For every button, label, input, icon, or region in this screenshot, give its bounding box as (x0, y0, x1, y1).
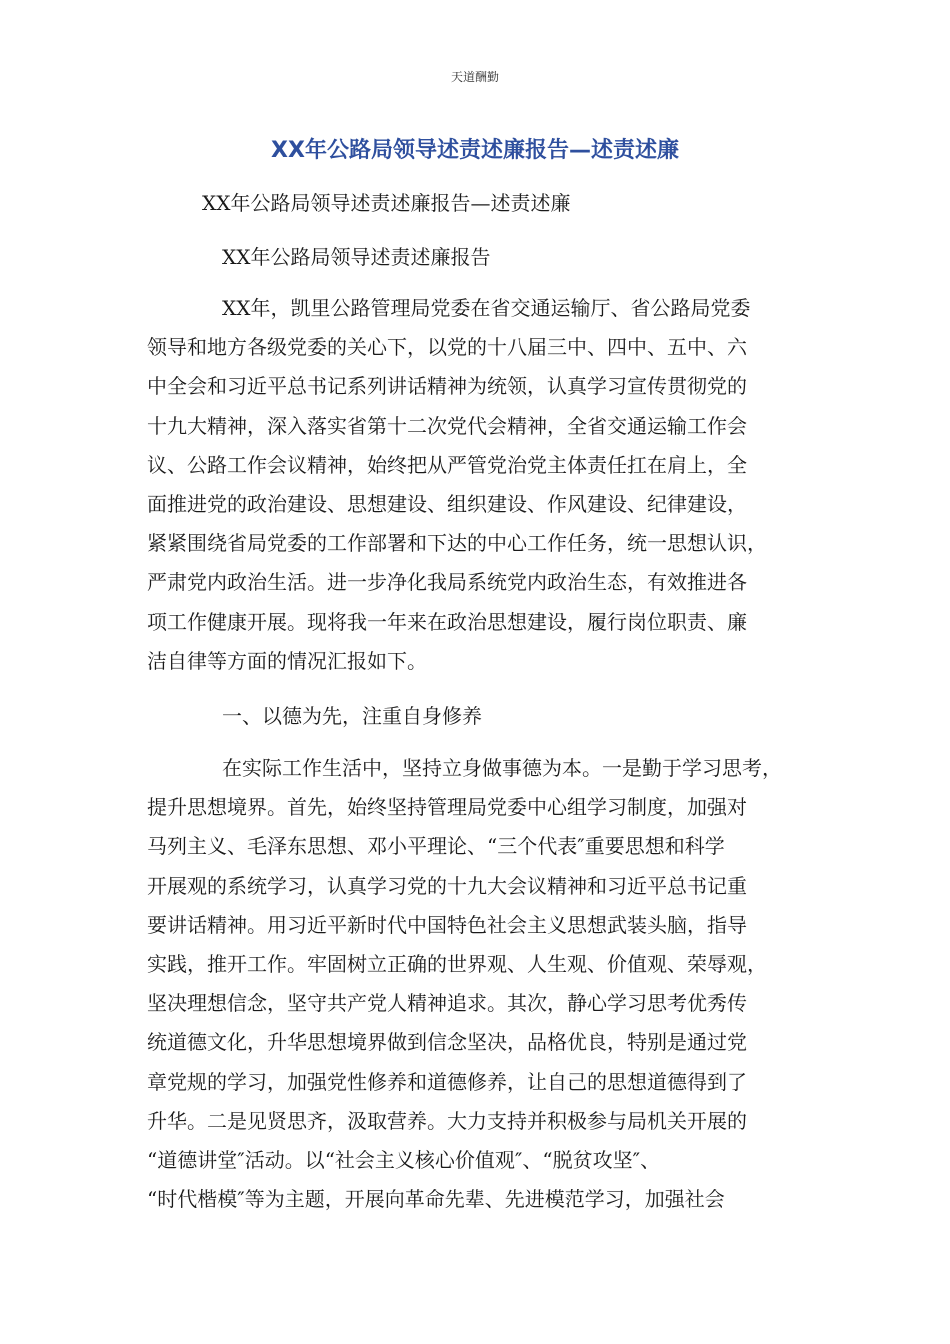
subtitle-2: XX年公路局领导述责述廉报告 (222, 245, 491, 269)
paragraph-line: XX年，凯里公路管理局党委在省交通运输厅、省公路局党委 (222, 296, 751, 320)
paragraph-line: “时代楷模″等为主题，开展向革命先辈、先进模范学习，加强社会 (147, 1187, 725, 1212)
paragraph-line: 在实际工作生活中，坚持立身做事德为本。一是勤于学习思考， (222, 756, 782, 780)
paragraph-line: 项工作健康开展。现将我一年来在政治思想建设，履行岗位职责、廉 (147, 609, 747, 634)
paragraph-line: 统道德文化，升华思想境界做到信念坚决，品格优良，特别是通过党 (147, 1030, 747, 1055)
paragraph-line: 洁自律等方面的情况汇报如下。 (147, 648, 427, 673)
header-mark: 天道酬勤 (450, 70, 499, 84)
paragraph-line: 中全会和习近平总书记系列讲话精神为统领，认真学习宣传贯彻党的 (147, 374, 747, 399)
paragraph-line: 提升思想境界。首先，始终坚持管理局党委中心组学习制度，加强对 (147, 795, 747, 820)
paragraph-line: 坚决理想信念，坚守共产党人精神追求。其次，静心学习思考优秀传 (147, 991, 747, 1016)
paragraph-line: 实践，推开工作。牢固树立正确的世界观、人生观、价值观、荣辱观， (147, 951, 767, 976)
paragraph-2 (147, 749, 782, 1219)
document-title: XX年公路局领导述责述廉报告—述责述廉 (271, 138, 679, 163)
paragraph-line: 严肃党内政治生活。进一步净化我局系统党内政治生态，有效推进各 (147, 570, 747, 595)
paragraph-line: 面推进党的政治建设、思想建设、组织建设、作风建设、纪律建设， (147, 491, 747, 516)
paragraph-line: 马列主义、毛泽东思想、邓小平理论、“三个代表″重要思想和科学 (147, 834, 725, 859)
subtitle-1: XX年公路局领导述责述廉报告—述责述廉 (202, 191, 571, 215)
paragraph-line: 领导和地方各级党委的关心下，以党的十八届三中、四中、五中、六 (147, 335, 747, 360)
paragraph-line: 紧紧围绕省局党委的工作部署和下达的中心工作任务，统一思想认识， (147, 531, 767, 556)
paragraph-line: 十九大精神，深入落实省第十二次党代会精神，全省交通运输工作会 (147, 413, 747, 438)
paragraph-line: 章党规的学习，加强党性修养和道德修养，让自己的思想道德得到了 (147, 1069, 747, 1094)
paragraph-line: 议、公路工作会议精神，始终把从严管党治党主体责任扛在肩上，全 (147, 452, 747, 477)
paragraph-line: 开展观的系统学习，认真学习党的十九大会议精神和习近平总书记重 (147, 873, 747, 898)
paragraph-line: 要讲话精神。用习近平新时代中国特色社会主义思想武装头脑，指导 (147, 912, 747, 937)
paragraph-1 (147, 289, 767, 681)
paragraph-line: “道德讲堂″活动。以“社会主义核心价值观″、“脱贫攻坚″、 (147, 1147, 661, 1172)
paragraph-line: 升华。二是见贤思齐，汲取营养。大力支持并积极参与局机关开展的 (147, 1108, 747, 1133)
section-heading-1: 一、以德为先，注重自身修养 (222, 704, 482, 728)
